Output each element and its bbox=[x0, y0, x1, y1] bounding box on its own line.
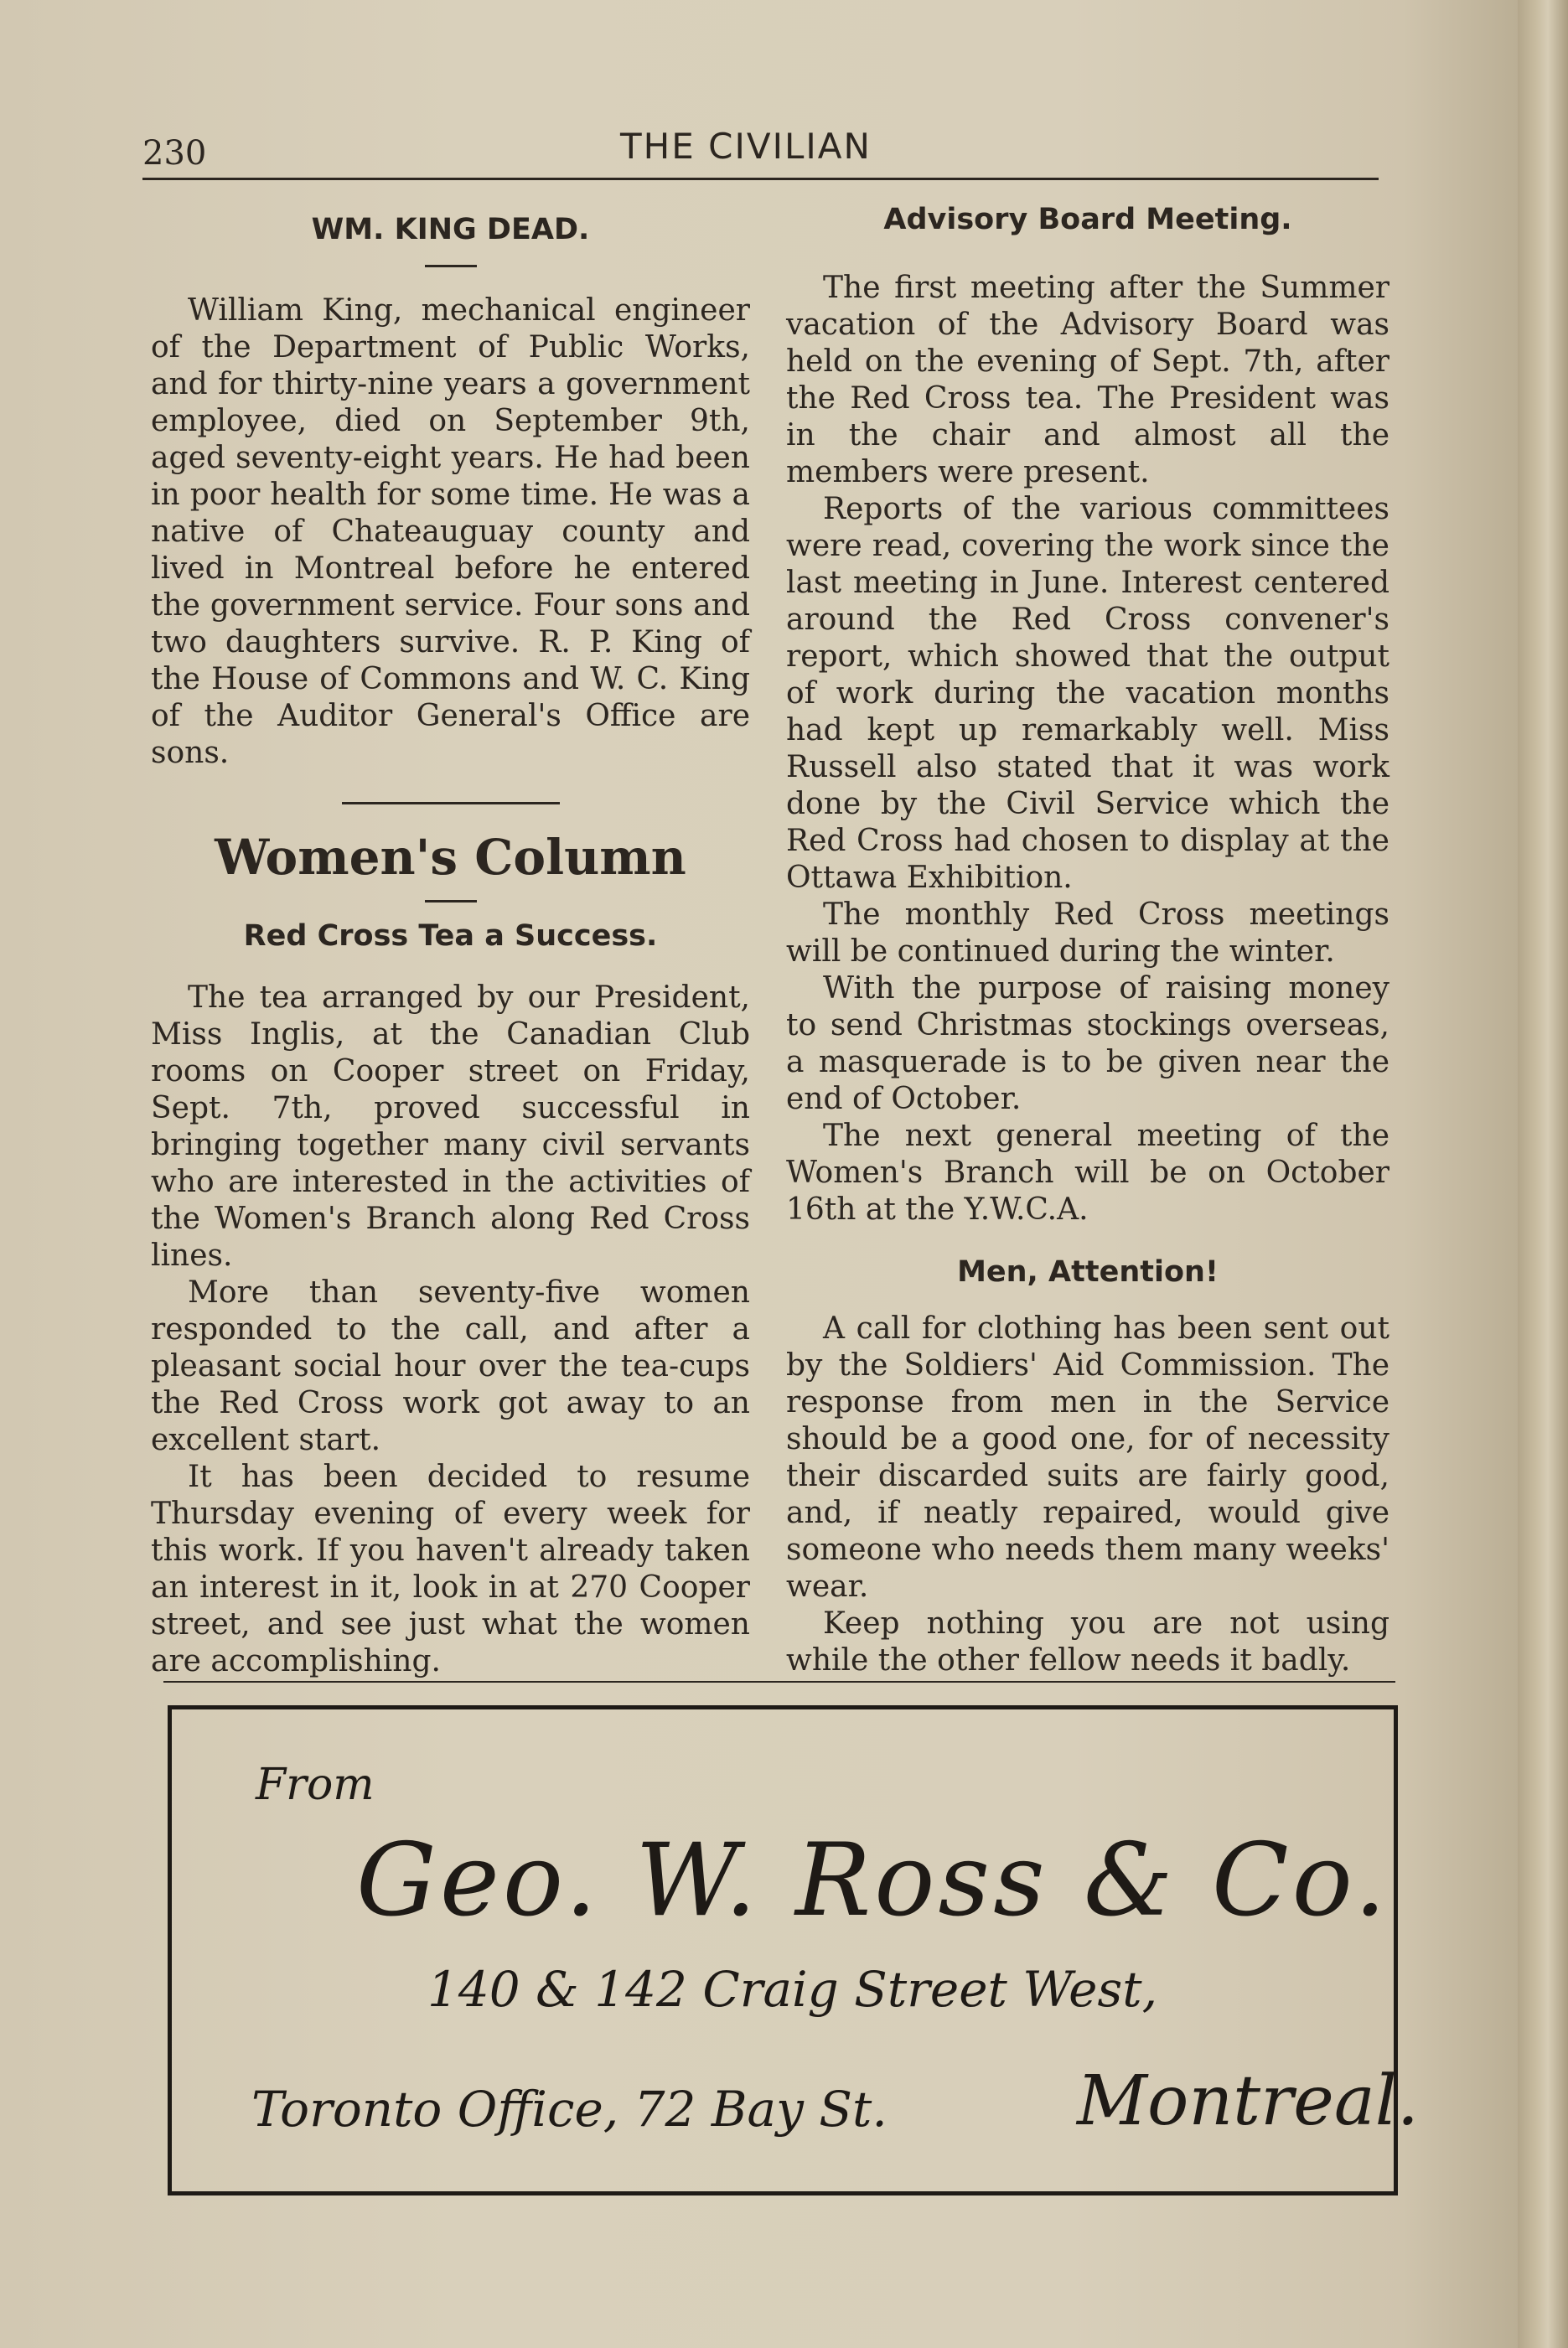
ad-city: Montreal. bbox=[1077, 2061, 1419, 2141]
ad-toronto-office: Toronto Office, 72 Bay St. bbox=[251, 2081, 887, 2138]
obituary-paragraph: William King, mechanical engineer of the Department of Public Works, and for thirty-nine years a government employee, died on September 9th, aged seventy-eight years. He had been in poor health for some time. He was a native of Chateauguay county and lived in Montreal before he entered the government service. Four sons and two daughters survive. R. P. King of the House of Commons and W. C. King of the Auditor General's Office are sons. bbox=[151, 293, 750, 770]
ad-firm-name: Geo. W. Ross & Co. bbox=[356, 1823, 1389, 1939]
advisory-board-paragraph: The next general meeting of the Women's Branch will be on October 16th at the Y.W.C.A. bbox=[786, 1119, 1389, 1227]
advisory-board-paragraph: Reports of the various committees were read, covering the work since the last meeting in June. Interest centered around the Red Cross convener's report, which showed that the output of work during the vacation months had kept up remarkably well. Miss Russell also stated that it was work done by the Civil Service which the Red Cross had chosen to display at the Ottawa Exhibition. bbox=[786, 492, 1389, 895]
ad-from-text: From bbox=[256, 1760, 375, 1810]
right-column bbox=[786, 201, 1389, 1679]
advertisement bbox=[168, 1705, 1419, 2195]
red-cross-tea-paragraph: The tea arranged by our President, Miss Inglis, at the Canadian Club rooms on Cooper street on Friday, Sept. 7th, proved successful in bringing together many civil servants who are interested in the activities of the Women's Branch along Red Cross lines. bbox=[151, 980, 750, 1273]
section-separator bbox=[342, 802, 560, 804]
men-attention-paragraph: A call for clothing has been sent out by the Soldiers' Aid Commission. The response from men in the Service should be a good one, for of necessity their discarded suits are fairly good, and, if neatly repaired, would give someone who needs them many weeks' wear. bbox=[786, 1311, 1389, 1604]
men-attention-headline: Men, Attention! bbox=[957, 1255, 1219, 1289]
red-cross-tea-paragraph: It has been decided to resume Thursday evening of every week for this work. If you haven't already taken an interest in it, look in at 270 Cooper street, and see just what the women are accomplishing. bbox=[151, 1460, 750, 1678]
advisory-board-headline: Advisory Board Meeting. bbox=[883, 203, 1292, 236]
binding-gutter bbox=[1518, 0, 1568, 2348]
ad-top-rule bbox=[163, 1681, 1395, 1683]
advisory-board-paragraph: The first meeting after the Summer vacation of the Advisory Board was held on the evening of Sept. 7th, after the Red Cross tea. The President was in the chair and almost all the members were present. bbox=[786, 271, 1389, 489]
left-column bbox=[151, 201, 750, 1680]
red-cross-tea-paragraph: More than seventy-five women responded to the call, and after a pleasant social hour over the tea-cups the Red Cross work got away to an excellent start. bbox=[151, 1275, 750, 1457]
headline-divider bbox=[425, 265, 477, 267]
men-attention-paragraph: Keep nothing you are not using while the other fellow needs it badly. bbox=[786, 1606, 1389, 1678]
section-title: Women's Column bbox=[215, 829, 686, 886]
section-divider bbox=[425, 900, 477, 902]
advisory-board-paragraph: With the purpose of raising money to send Christmas stockings overseas, a masquerade is to be given near the end of October. bbox=[786, 971, 1389, 1116]
page-number: 230 bbox=[142, 134, 207, 173]
red-cross-tea-headline: Red Cross Tea a Success. bbox=[243, 919, 658, 953]
advisory-board-paragraph: The monthly Red Cross meetings will be continued during the winter. bbox=[786, 897, 1389, 969]
ad-address: 140 & 142 Craig Street West, bbox=[427, 1961, 1158, 2018]
header-rule bbox=[142, 178, 1379, 180]
obituary-headline: WM. KING DEAD. bbox=[311, 213, 590, 246]
running-title: THE CIVILIAN bbox=[620, 126, 872, 167]
